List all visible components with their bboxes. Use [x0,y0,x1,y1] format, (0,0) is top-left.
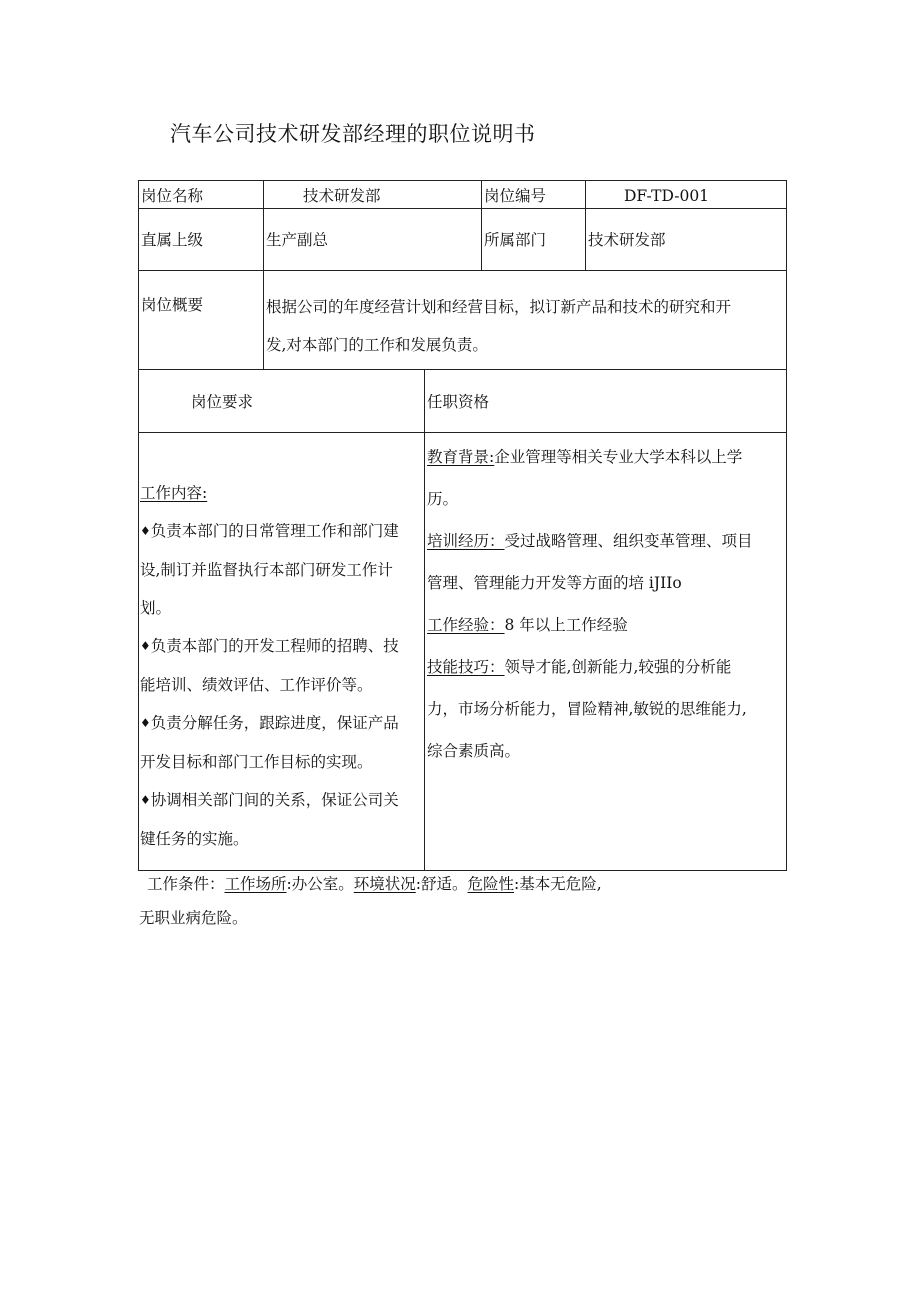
work-conditions-line2: 无职业病危险。 [139,909,248,927]
skills-line: 力，市场分析能力，冒险精神,敏锐的思维能力, [427,700,747,718]
risk-label: 危险性 [467,875,515,893]
work-conditions-prefix: 工作条件： [147,875,225,893]
duties-column [140,474,399,858]
education-line: 历。 [427,490,459,508]
duty-line: 开发目标和部门工作目标的实现。 [140,753,373,771]
summary-line: 根据公司的年度经营计划和经营目标，拟订新产品和技术的研究和开 [266,298,732,316]
value-position-code: DF-TD-001 [624,187,710,205]
value-department: 技术研发部 [588,231,666,249]
summary-text [266,288,731,364]
value-direct-superior: 生产副总 [266,231,329,249]
training-line: 管理、管理能力开发等方面的培 iJIIo [427,574,682,592]
education-line: 教育背景:企业管理等相关专业大学本科以上学 [427,448,743,466]
label-position-code: 岗位编号 [484,187,547,205]
duty-line: ♦负责本部门的开发工程师的招聘、技 [140,637,399,655]
row-divider [138,369,786,370]
duty-line: ♦负责本部门的日常管理工作和部门建 [140,522,399,540]
label-position-name: 岗位名称 [141,187,204,205]
diamond-bullet-icon: ♦ [140,639,151,653]
experience-label: 工作经验： [427,616,505,634]
column-divider [481,180,482,271]
column-divider [424,369,425,870]
diamond-bullet-icon: ♦ [140,524,151,538]
duty-line: 划。 [140,599,172,617]
duty-line: ♦负责分解任务，跟踪进度，保证产品 [140,714,399,732]
label-summary: 岗位概要 [141,296,204,314]
duty-line: 键任务的实施。 [140,830,249,848]
training-label: 培训经历： [427,532,505,550]
row-divider [138,432,786,433]
qualifications-header: 任职资格 [427,393,490,411]
requirements-header: 岗位要求 [191,393,254,411]
document-title: 汽车公司技术研发部经理的职位说明书 [170,122,536,146]
diamond-bullet-icon: ♦ [140,793,151,807]
skills-label: 技能技巧： [427,658,505,676]
summary-line: 发,对本部门的工作和发展负责。 [266,336,488,354]
row-divider [138,270,786,271]
duty-line: 能培训、绩效评估、工作评价等。 [140,676,373,694]
label-department: 所属部门 [484,231,547,249]
environment-label: 环境状况 [353,875,416,893]
value-position-name: 技术研发部 [303,187,381,205]
duty-line: ♦协调相关部门间的关系，保证公司关 [140,791,399,809]
label-direct-superior: 直属上级 [141,231,204,249]
training-line: 培训经历：受过战略管理、组织变革管理、项目 [427,532,753,550]
column-divider [585,180,586,271]
column-divider [263,180,264,370]
experience-line: 工作经验：8 年以上工作经验 [427,616,628,634]
skills-line: 综合素质高。 [427,742,521,760]
qualifications-column [427,436,753,772]
skills-line: 技能技巧：领导才能,创新能力,较强的分析能 [427,658,732,676]
diamond-bullet-icon: ♦ [140,716,151,730]
duties-heading: 工作内容: [140,484,208,502]
work-conditions: 工作条件：工作场所:办公室。环境状况:舒适。危险性:基本无危险, [147,875,602,893]
duty-line: 设,制订并监督执行本部门研发工作计 [140,561,393,579]
education-label: 教育背景: [427,448,495,466]
workplace-label: 工作场所 [224,875,287,893]
